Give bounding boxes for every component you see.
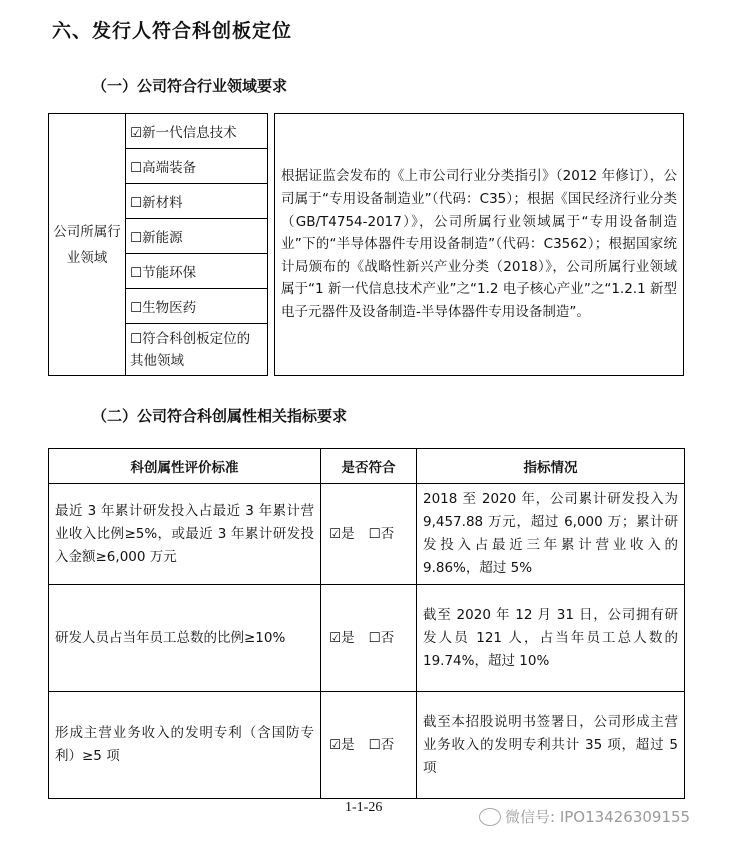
criteria-status: 2018 至 2020 年，公司累计研发投入为 9,457.88 万元，超过 6,000 万；累计研发投入占最近三年累计营业收入的 9.86%，超过 5% xyxy=(417,484,685,585)
table-row xyxy=(49,585,685,692)
industry-option: ☐新能源 xyxy=(126,219,268,254)
industry-description: 根据证监会发布的《上市公司行业分类指引》（2012 年修订），公司属于“专用设备制造业”（代码：C35）；根据《国民经济行业分类（GB/T4754-2017）》，公司所属行业领域属于“专用设备制造业”下的“半导体器件专用设备制造”（代码：C3562）；根据国家统计局颁布的《战略性新兴产业分类（2018）》，公司所属行业领域属于“1 新一代信息技术产业”之“1.2 电子核心产业”之“1.2.1 新型电子元器件及设备制造-半导体器件专用设备制造”。 xyxy=(275,114,684,376)
criteria-table xyxy=(48,448,685,799)
criteria-standard: 研发人员占当年员工总数的比例≥10% xyxy=(49,585,321,692)
industry-option: ☐符合科创板定位的其他领域 xyxy=(126,324,268,376)
criteria-status: 截至本招股说明书签署日，公司形成主营业务收入的发明专利共计 35 项，超过 5 项 xyxy=(417,692,685,799)
subsection-title-criteria: （二）公司符合科创属性相关指标要求 xyxy=(92,407,348,425)
wechat-icon xyxy=(479,808,501,826)
industry-option: ☑新一代信息技术 xyxy=(126,114,268,149)
industry-option: ☐高端装备 xyxy=(126,149,268,184)
table-row xyxy=(49,484,685,585)
subsection-title-industry: （一）公司符合行业领域要求 xyxy=(92,77,288,95)
industry-option: ☐节能环保 xyxy=(126,254,268,289)
criteria-status: 截至 2020 年 12 月 31 日，公司拥有研发人员 121 人，占当年员工总人数的 19.74%，超过 10% xyxy=(417,585,685,692)
section-title: 六、发行人符合科创板定位 xyxy=(52,20,293,42)
header-status: 指标情况 xyxy=(417,449,685,484)
industry-option: ☐生物医药 xyxy=(126,289,268,324)
header-standard: 科创属性评价标准 xyxy=(49,449,321,484)
compliance-check: ☑是 ☐否 xyxy=(321,692,417,799)
industry-table xyxy=(48,113,684,376)
compliance-check: ☑是 ☐否 xyxy=(321,585,417,692)
spacer xyxy=(268,114,275,376)
page-number: 1-1-26 xyxy=(345,800,383,815)
header-compliance: 是否符合 xyxy=(321,449,417,484)
watermark: 微信号: IPO13426309155 xyxy=(479,806,690,827)
industry-option: ☐新材料 xyxy=(126,184,268,219)
industry-label: 公司所属行业领域 xyxy=(49,114,126,376)
criteria-standard: 形成主营业务收入的发明专利（含国防专利）≥5 项 xyxy=(49,692,321,799)
criteria-standard: 最近 3 年累计研发投入占最近 3 年累计营业收入比例≥5%，或最近 3 年累计研发投入金额≥6,000 万元 xyxy=(49,484,321,585)
table-row xyxy=(49,692,685,799)
compliance-check: ☑是 ☐否 xyxy=(321,484,417,585)
